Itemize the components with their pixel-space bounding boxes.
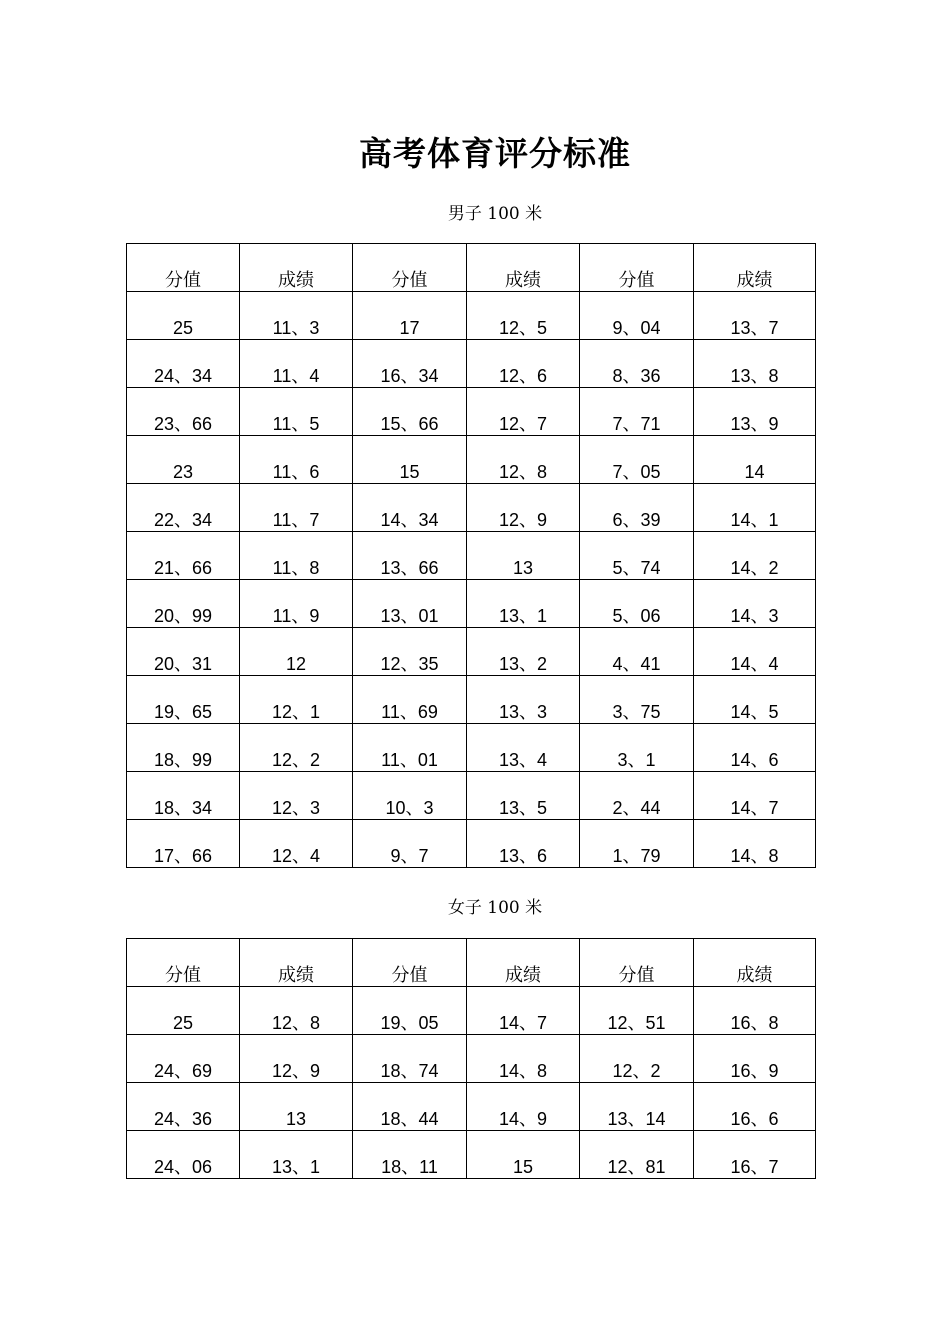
cell-value: 17	[399, 318, 420, 338]
table-row	[127, 1131, 816, 1179]
table-cell	[580, 1083, 694, 1131]
table-cell	[580, 580, 694, 628]
cell-value: 9、7	[390, 846, 429, 866]
table-cell	[694, 987, 816, 1035]
cell-value: 10、3	[385, 798, 434, 818]
cell-value: 13、14	[607, 1109, 666, 1129]
cell-value: 12、9	[498, 510, 548, 530]
cell-value: 11、4	[272, 366, 320, 386]
cell-value: 18、74	[380, 1061, 439, 1081]
header-label: 分值	[618, 270, 655, 290]
header-cell	[580, 939, 694, 987]
cell-value: 13、6	[498, 846, 548, 866]
table-cell	[353, 388, 467, 436]
table-cell	[467, 820, 580, 868]
table-cell	[580, 820, 694, 868]
cell-value: 15	[399, 462, 420, 482]
table-cell	[127, 1083, 240, 1131]
table-cell	[580, 772, 694, 820]
cell-value: 3、75	[612, 702, 661, 722]
table-cell	[353, 532, 467, 580]
table-cell	[580, 484, 694, 532]
table-cell	[240, 1083, 353, 1131]
table-cell	[127, 388, 240, 436]
table-cell	[467, 772, 580, 820]
cell-value: 14	[744, 462, 765, 482]
cell-value: 18、44	[380, 1109, 439, 1129]
header-cell	[353, 244, 467, 292]
table-cell	[127, 820, 240, 868]
cell-value: 12、35	[380, 654, 439, 674]
table-row	[127, 532, 816, 580]
table-cell	[240, 340, 353, 388]
table-cell	[240, 724, 353, 772]
table-cell	[353, 580, 467, 628]
cell-value: 23、66	[153, 414, 213, 434]
cell-value: 24、36	[153, 1109, 213, 1129]
cell-value: 16、9	[730, 1061, 779, 1081]
cell-value: 3、1	[617, 750, 656, 770]
table-cell	[127, 532, 240, 580]
table-cell	[694, 772, 816, 820]
cell-value: 12、5	[498, 318, 548, 338]
table-cell	[580, 436, 694, 484]
table-row	[127, 772, 816, 820]
table-cell	[580, 388, 694, 436]
cell-value: 13、01	[380, 606, 439, 626]
cell-value: 24、69	[153, 1061, 213, 1081]
cell-value: 14、3	[730, 606, 779, 626]
cell-value: 16、34	[380, 366, 439, 386]
cell-value: 12	[285, 654, 307, 674]
cell-value: 9、04	[612, 318, 661, 338]
women-table-caption: 女子 100 米	[447, 898, 543, 918]
table-cell	[694, 292, 816, 340]
table-row	[127, 676, 816, 724]
table-cell	[467, 676, 580, 724]
table-row	[127, 724, 816, 772]
header-label: 成绩	[278, 270, 314, 290]
cell-value: 25	[172, 318, 194, 338]
cell-value: 11、3	[272, 318, 320, 338]
table-cell	[467, 388, 580, 436]
cell-value: 12、8	[271, 1013, 321, 1033]
cell-value: 12、1	[271, 702, 321, 722]
cell-value: 12、6	[498, 366, 548, 386]
table-cell	[694, 628, 816, 676]
table-cell	[127, 724, 240, 772]
header-label: 成绩	[736, 965, 773, 985]
men-100m-score-table	[126, 243, 816, 868]
cell-value: 1、79	[612, 846, 661, 866]
cell-value: 14、5	[730, 702, 779, 722]
table-cell	[353, 772, 467, 820]
table-cell	[127, 292, 240, 340]
page-title: 高考体育评分标准	[359, 134, 631, 173]
table-cell	[694, 532, 816, 580]
cell-value: 18、34	[153, 798, 213, 818]
header-label: 成绩	[505, 965, 541, 985]
cell-value: 11、6	[272, 462, 320, 482]
cell-value: 13、1	[271, 1157, 321, 1177]
table-row	[127, 436, 816, 484]
table-cell	[353, 292, 467, 340]
table-cell	[127, 628, 240, 676]
cell-value: 20、99	[153, 606, 213, 626]
table-cell	[353, 820, 467, 868]
cell-value: 16、7	[730, 1157, 779, 1177]
cell-value: 16、6	[730, 1109, 779, 1129]
cell-value: 13	[512, 558, 534, 578]
table-cell	[353, 987, 467, 1035]
men-table-caption: 男子 100 米	[447, 204, 543, 224]
header-label: 成绩	[505, 270, 541, 290]
header-label: 成绩	[736, 270, 773, 290]
table-cell	[127, 987, 240, 1035]
cell-value: 14、4	[730, 654, 779, 674]
header-cell	[467, 244, 580, 292]
header-cell	[127, 939, 240, 987]
table-cell	[353, 724, 467, 772]
cell-value: 14、7	[730, 798, 779, 818]
table-cell	[467, 436, 580, 484]
table-cell	[240, 388, 353, 436]
table-row	[127, 580, 816, 628]
cell-value: 16、8	[730, 1013, 779, 1033]
cell-value: 20、31	[153, 654, 213, 674]
cell-value: 12、8	[498, 462, 548, 482]
cell-value: 11、9	[272, 606, 320, 626]
header-label: 分值	[618, 965, 655, 985]
table-cell	[694, 580, 816, 628]
cell-value: 17、66	[153, 846, 213, 866]
cell-value: 2、44	[612, 798, 661, 818]
table-cell	[467, 292, 580, 340]
table-cell	[127, 340, 240, 388]
table-row	[127, 1035, 816, 1083]
cell-value: 12、9	[271, 1061, 321, 1081]
table-cell	[694, 436, 816, 484]
table-cell	[127, 484, 240, 532]
cell-value: 13、7	[730, 318, 779, 338]
table-cell	[127, 772, 240, 820]
table-cell	[580, 628, 694, 676]
header-cell	[694, 244, 816, 292]
table-cell	[580, 724, 694, 772]
cell-value: 22、34	[153, 510, 213, 530]
table-cell	[353, 436, 467, 484]
table-cell	[240, 676, 353, 724]
table-cell	[694, 820, 816, 868]
table-cell	[694, 676, 816, 724]
table-cell	[467, 580, 580, 628]
table-cell	[240, 820, 353, 868]
cell-value: 12、51	[607, 1013, 666, 1033]
table-cell	[240, 628, 353, 676]
header-cell	[127, 244, 240, 292]
cell-value: 23	[172, 462, 194, 482]
cell-value: 13、4	[498, 750, 548, 770]
header-cell	[353, 939, 467, 987]
table-cell	[240, 1035, 353, 1083]
header-cell	[467, 939, 580, 987]
table-cell	[467, 1035, 580, 1083]
table-cell	[580, 532, 694, 580]
cell-value: 12、2	[612, 1061, 661, 1081]
table-row	[127, 628, 816, 676]
table-cell	[240, 987, 353, 1035]
table-cell	[467, 987, 580, 1035]
table-cell	[127, 1035, 240, 1083]
table-cell	[694, 1083, 816, 1131]
cell-value: 13、66	[380, 558, 439, 578]
cell-value: 5、06	[612, 606, 661, 626]
cell-value: 7、71	[612, 414, 661, 434]
cell-value: 13	[285, 1109, 307, 1129]
cell-value: 12、81	[607, 1157, 666, 1177]
cell-value: 18、99	[153, 750, 213, 770]
cell-value: 13、5	[498, 798, 548, 818]
cell-value: 18、11	[381, 1157, 438, 1177]
table-row	[127, 1083, 816, 1131]
table-header-row	[127, 939, 816, 987]
table-cell	[467, 340, 580, 388]
table-cell	[694, 340, 816, 388]
table-cell	[580, 340, 694, 388]
cell-value: 21、66	[153, 558, 213, 578]
table-cell	[240, 1131, 353, 1179]
header-label: 分值	[391, 270, 428, 290]
table-cell	[694, 484, 816, 532]
table-cell	[467, 532, 580, 580]
cell-value: 14、2	[730, 558, 779, 578]
cell-value: 14、1	[730, 510, 779, 530]
cell-value: 13、1	[498, 606, 548, 626]
header-cell	[240, 244, 353, 292]
cell-value: 12、2	[271, 750, 321, 770]
table-cell	[467, 1131, 580, 1179]
table-row	[127, 340, 816, 388]
cell-value: 12、3	[271, 798, 321, 818]
header-cell	[240, 939, 353, 987]
table-cell	[580, 987, 694, 1035]
table-cell	[694, 1035, 816, 1083]
table-cell	[580, 1131, 694, 1179]
table-cell	[580, 676, 694, 724]
cell-value: 13、3	[498, 702, 548, 722]
table-row	[127, 987, 816, 1035]
cell-value: 11、7	[272, 510, 320, 530]
cell-value: 12、7	[498, 414, 548, 434]
table-row	[127, 292, 816, 340]
cell-value: 11、01	[381, 750, 438, 770]
table-cell	[580, 1035, 694, 1083]
cell-value: 13、2	[498, 654, 548, 674]
table-cell	[580, 292, 694, 340]
cell-value: 19、05	[380, 1013, 439, 1033]
table-cell	[353, 676, 467, 724]
cell-value: 25	[172, 1013, 194, 1033]
table-cell	[467, 724, 580, 772]
cell-value: 14、8	[730, 846, 779, 866]
table-cell	[240, 292, 353, 340]
cell-value: 4、41	[612, 654, 661, 674]
cell-value: 8、36	[612, 366, 661, 386]
cell-value: 19、65	[153, 702, 213, 722]
table-cell	[353, 1035, 467, 1083]
cell-value: 13、8	[730, 366, 779, 386]
table-cell	[127, 676, 240, 724]
table-cell	[353, 340, 467, 388]
table-row	[127, 484, 816, 532]
table-cell	[240, 580, 353, 628]
cell-value: 15	[512, 1157, 534, 1177]
table-header-row	[127, 244, 816, 292]
table-cell	[240, 436, 353, 484]
table-cell	[353, 1083, 467, 1131]
table-cell	[240, 532, 353, 580]
cell-value: 14、34	[380, 510, 439, 530]
women-100m-score-table	[126, 938, 816, 1179]
cell-value: 14、8	[498, 1061, 548, 1081]
cell-value: 14、9	[498, 1109, 548, 1129]
table-row	[127, 820, 816, 868]
cell-value: 14、6	[730, 750, 779, 770]
cell-value: 5、74	[612, 558, 661, 578]
table-cell	[127, 580, 240, 628]
table-row	[127, 388, 816, 436]
table-cell	[467, 1083, 580, 1131]
cell-value: 24、06	[153, 1157, 213, 1177]
header-label: 分值	[391, 965, 428, 985]
header-label: 分值	[165, 270, 201, 290]
cell-value: 15、66	[380, 414, 439, 434]
cell-value: 11、5	[272, 414, 320, 434]
cell-value: 14、7	[498, 1013, 548, 1033]
cell-value: 6、39	[612, 510, 661, 530]
table-cell	[694, 1131, 816, 1179]
cell-value: 7、05	[612, 462, 661, 482]
table-cell	[353, 484, 467, 532]
table-cell	[694, 724, 816, 772]
table-cell	[127, 436, 240, 484]
header-cell	[580, 244, 694, 292]
header-cell	[694, 939, 816, 987]
table-cell	[240, 772, 353, 820]
cell-value: 11、69	[381, 702, 438, 722]
table-cell	[240, 484, 353, 532]
cell-value: 24、34	[153, 366, 213, 386]
cell-value: 12、4	[271, 846, 321, 866]
header-label: 分值	[165, 965, 201, 985]
table-cell	[694, 388, 816, 436]
table-cell	[127, 1131, 240, 1179]
cell-value: 11、8	[272, 558, 320, 578]
header-label: 成绩	[278, 965, 314, 985]
table-cell	[353, 1131, 467, 1179]
cell-value: 13、9	[730, 414, 779, 434]
table-cell	[467, 628, 580, 676]
table-cell	[467, 484, 580, 532]
table-cell	[353, 628, 467, 676]
